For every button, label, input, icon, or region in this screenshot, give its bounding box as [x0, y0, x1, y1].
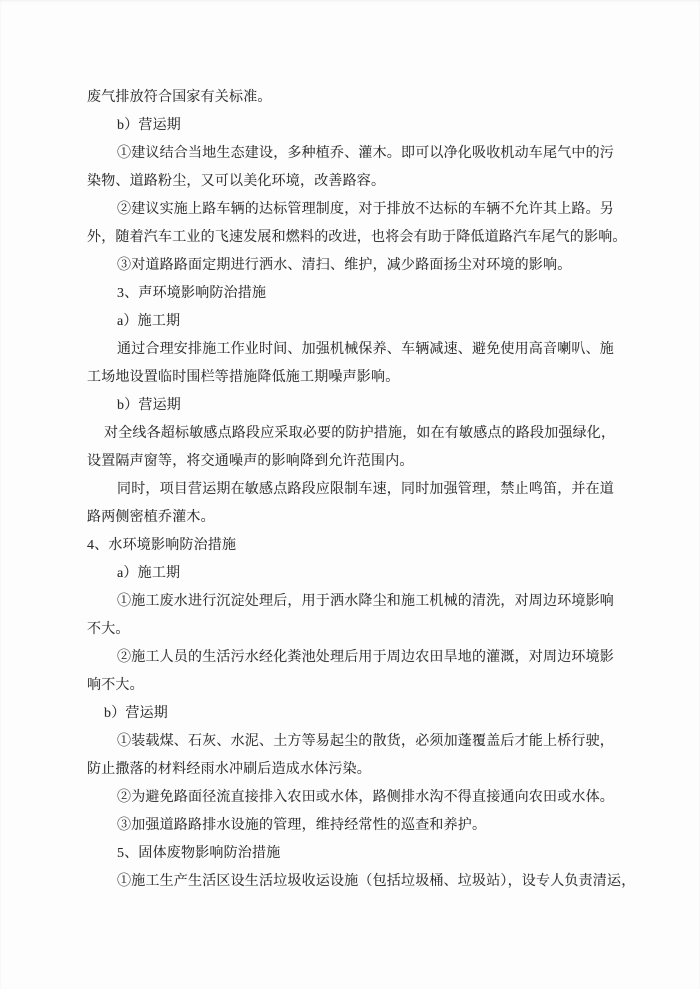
section-heading: 3、声环境影响防治措施: [117, 286, 267, 301]
subsection-heading: a）施工期: [117, 566, 181, 581]
subsection-heading: b）营运期: [117, 398, 181, 413]
text-line: 染物、道路粉尘，又可以美化环境，改善路容。: [87, 174, 386, 189]
section-heading: 5、固体废物影响防治措施: [117, 846, 281, 861]
subsection-heading: b）营运期: [104, 706, 168, 721]
text-line: ③加强道路路排水设施的管理，维持经常性的巡查和养护。: [117, 818, 487, 833]
text-line: 路两侧密植乔灌木。: [87, 510, 215, 525]
text-line: ①装载煤、石灰、水泥、土方等易起尘的散货，必须加蓬覆盖后才能上桥行驶，: [117, 734, 614, 749]
text-line: ③对道路路面定期进行洒水、清扫、维护，减少路面扬尘对环境的影响。: [117, 258, 572, 273]
text-line: ②建议实施上路车辆的达标管理制度，对于排放不达标的车辆不允许其上路。另: [117, 202, 614, 217]
text-line: ①施工废水进行沉淀处理后，用于洒水降尘和施工机械的清洗，对周边环境影响: [117, 594, 614, 609]
text-line: 工场地设置临时围栏等措施降低施工期噪声影响。: [87, 370, 400, 385]
text-line: ①建议结合当地生态建设，多种植乔、灌木。即可以净化吸收机动车尾气中的污: [117, 146, 614, 161]
text-line: ②为避免路面径流直接排入农田或水体，路侧排水沟不得直接通向农田或水体。: [117, 790, 614, 805]
text-line: 不大。: [87, 622, 130, 637]
text-line: 防止撒落的材料经雨水冲刷后造成水体污染。: [87, 762, 371, 777]
text-block: [87, 84, 636, 896]
text-line: 通过合理安排施工作业时间、加强机械保养、车辆减速、避免使用高音喇叭、施: [117, 342, 614, 357]
text-line: ②施工人员的生活污水经化粪池处理后用于周边农田旱地的灌溉，对周边环境影: [117, 650, 614, 665]
section-heading: 4、水环境影响防治措施: [87, 538, 237, 553]
text-line: 响不大。: [87, 678, 144, 693]
text-line: 对全线各超标敏感点路段应采取必要的防护措施，如在有敏感点的路段加强绿化，: [104, 426, 616, 441]
text-line: 同时，项目营运期在敏感点路段应限制车速，同时加强管理，禁止鸣笛，并在道: [117, 482, 614, 497]
subsection-heading: a）施工期: [117, 314, 181, 329]
text-line: 设置隔声窗等，将交通噪声的影响降到允许范围内。: [87, 454, 414, 469]
text-line: ①施工生产生活区设生活垃圾收运设施（包括垃圾桶、垃圾站），设专人负责清运，: [117, 874, 636, 889]
text-line: 外，随着汽车工业的飞速发展和燃料的改进，也将会有助于降低道路汽车尾气的影响。: [87, 230, 627, 245]
text-line: 废气排放符合国家有关标准。: [87, 90, 272, 105]
text-line: b）营运期: [117, 118, 181, 133]
